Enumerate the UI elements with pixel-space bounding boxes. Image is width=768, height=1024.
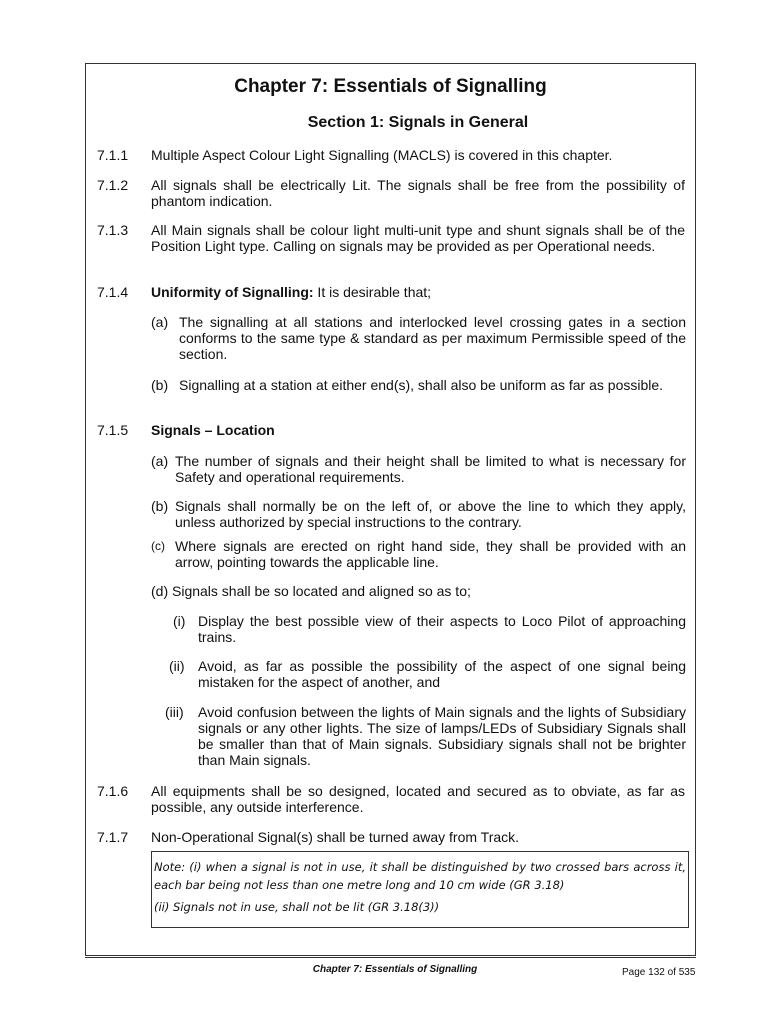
- clause-text: It is desirable that;: [313, 284, 432, 300]
- clause-heading: Uniformity of Signalling:: [151, 284, 314, 300]
- chapter-title: Chapter 7: Essentials of Signalling: [234, 76, 547, 97]
- clause-number: 7.1.5: [97, 422, 129, 438]
- sub-text: Signalling at a station at either end(s), shall also be uniform as far as possible.: [179, 377, 664, 393]
- clause-text: All Main signals shall be colour light multi-unit type and shunt signals shall be of the Position Light type. Calling on signals may be provided as per Operational needs.: [151, 222, 685, 254]
- sub-label: (ii): [169, 658, 185, 674]
- note-box: [151, 851, 689, 928]
- clause-text: Multiple Aspect Colour Light Signalling (MACLS) is covered in this chapter.: [151, 147, 613, 163]
- sub-text: Avoid confusion between the lights of Main signals and the lights of Subsidiary signals or any other lights. The size of lamps/LEDs of Subsidiary Signals shall be smaller than that of Main signals. Subsidiary signals shall not be brighter than Main signals.: [198, 704, 686, 768]
- clause-number: 7.1.3: [97, 222, 129, 238]
- clause-heading: Signals – Location: [151, 422, 275, 438]
- clause-number: 7.1.7: [97, 829, 129, 845]
- clause-number: 7.1.4: [97, 284, 129, 300]
- clause-number: 7.1.6: [97, 783, 129, 799]
- sub-label: (iii): [165, 704, 184, 720]
- sub-text: Display the best possible view of their aspects to Loco Pilot of approaching trains.: [198, 613, 686, 645]
- sub-text: The signalling at all stations and interlocked level crossing gates in a section conforms to the same type & standard as per maximum Permissible speed of the section.: [179, 314, 686, 362]
- note-line-1: Note: (i) when a signal is not in use, it shall be distinguished by two crossed bars across it, each bar being not less than one metre long and 10 cm wide (GR 3.18): [154, 860, 686, 892]
- note-line-2: (ii) Signals not in use, shall not be lit (GR 3.18(3)): [154, 900, 440, 914]
- sub-label: (a): [151, 453, 169, 469]
- sub-text: Signals shall normally be on the left of, or above the line to which they apply, unless authorized by special instructions to the contrary.: [175, 498, 686, 530]
- sub-text: Where signals are erected on right hand side, they shall be provided with an arrow, pointing towards the applicable line.: [175, 538, 686, 570]
- section-title: Section 1: Signals in General: [307, 114, 529, 131]
- clause-text: Non-Operational Signal(s) shall be turned away from Track.: [151, 829, 520, 845]
- page-number: Page 132 of 535: [622, 967, 696, 978]
- sub-text: Avoid, as far as possible the possibility of the aspect of one signal being mistaken for the aspect of another, and: [198, 658, 686, 690]
- sub-label: (a): [151, 314, 169, 330]
- footer-divider: [85, 957, 696, 958]
- sub-label: (b): [151, 377, 169, 393]
- clause-number: 7.1.1: [97, 147, 129, 163]
- footer-chapter-title: Chapter 7: Essentials of Signalling: [312, 964, 478, 975]
- sub-label: (i): [173, 613, 186, 629]
- clause-text: All equipments shall be so designed, located and secured as to obviate, as far as possible, any outside interference.: [151, 783, 685, 815]
- sub-text: The number of signals and their height shall be limited to what is necessary for Safety and operational requirements.: [175, 453, 686, 485]
- clause-number: 7.1.2: [97, 177, 129, 193]
- sub-label: (c): [151, 539, 165, 553]
- clause-text: All signals shall be electrically Lit. The signals shall be free from the possibility of phantom indication.: [151, 177, 685, 209]
- sub-label: (b): [151, 498, 169, 514]
- sub-text: (d) Signals shall be so located and aligned so as to;: [151, 583, 471, 599]
